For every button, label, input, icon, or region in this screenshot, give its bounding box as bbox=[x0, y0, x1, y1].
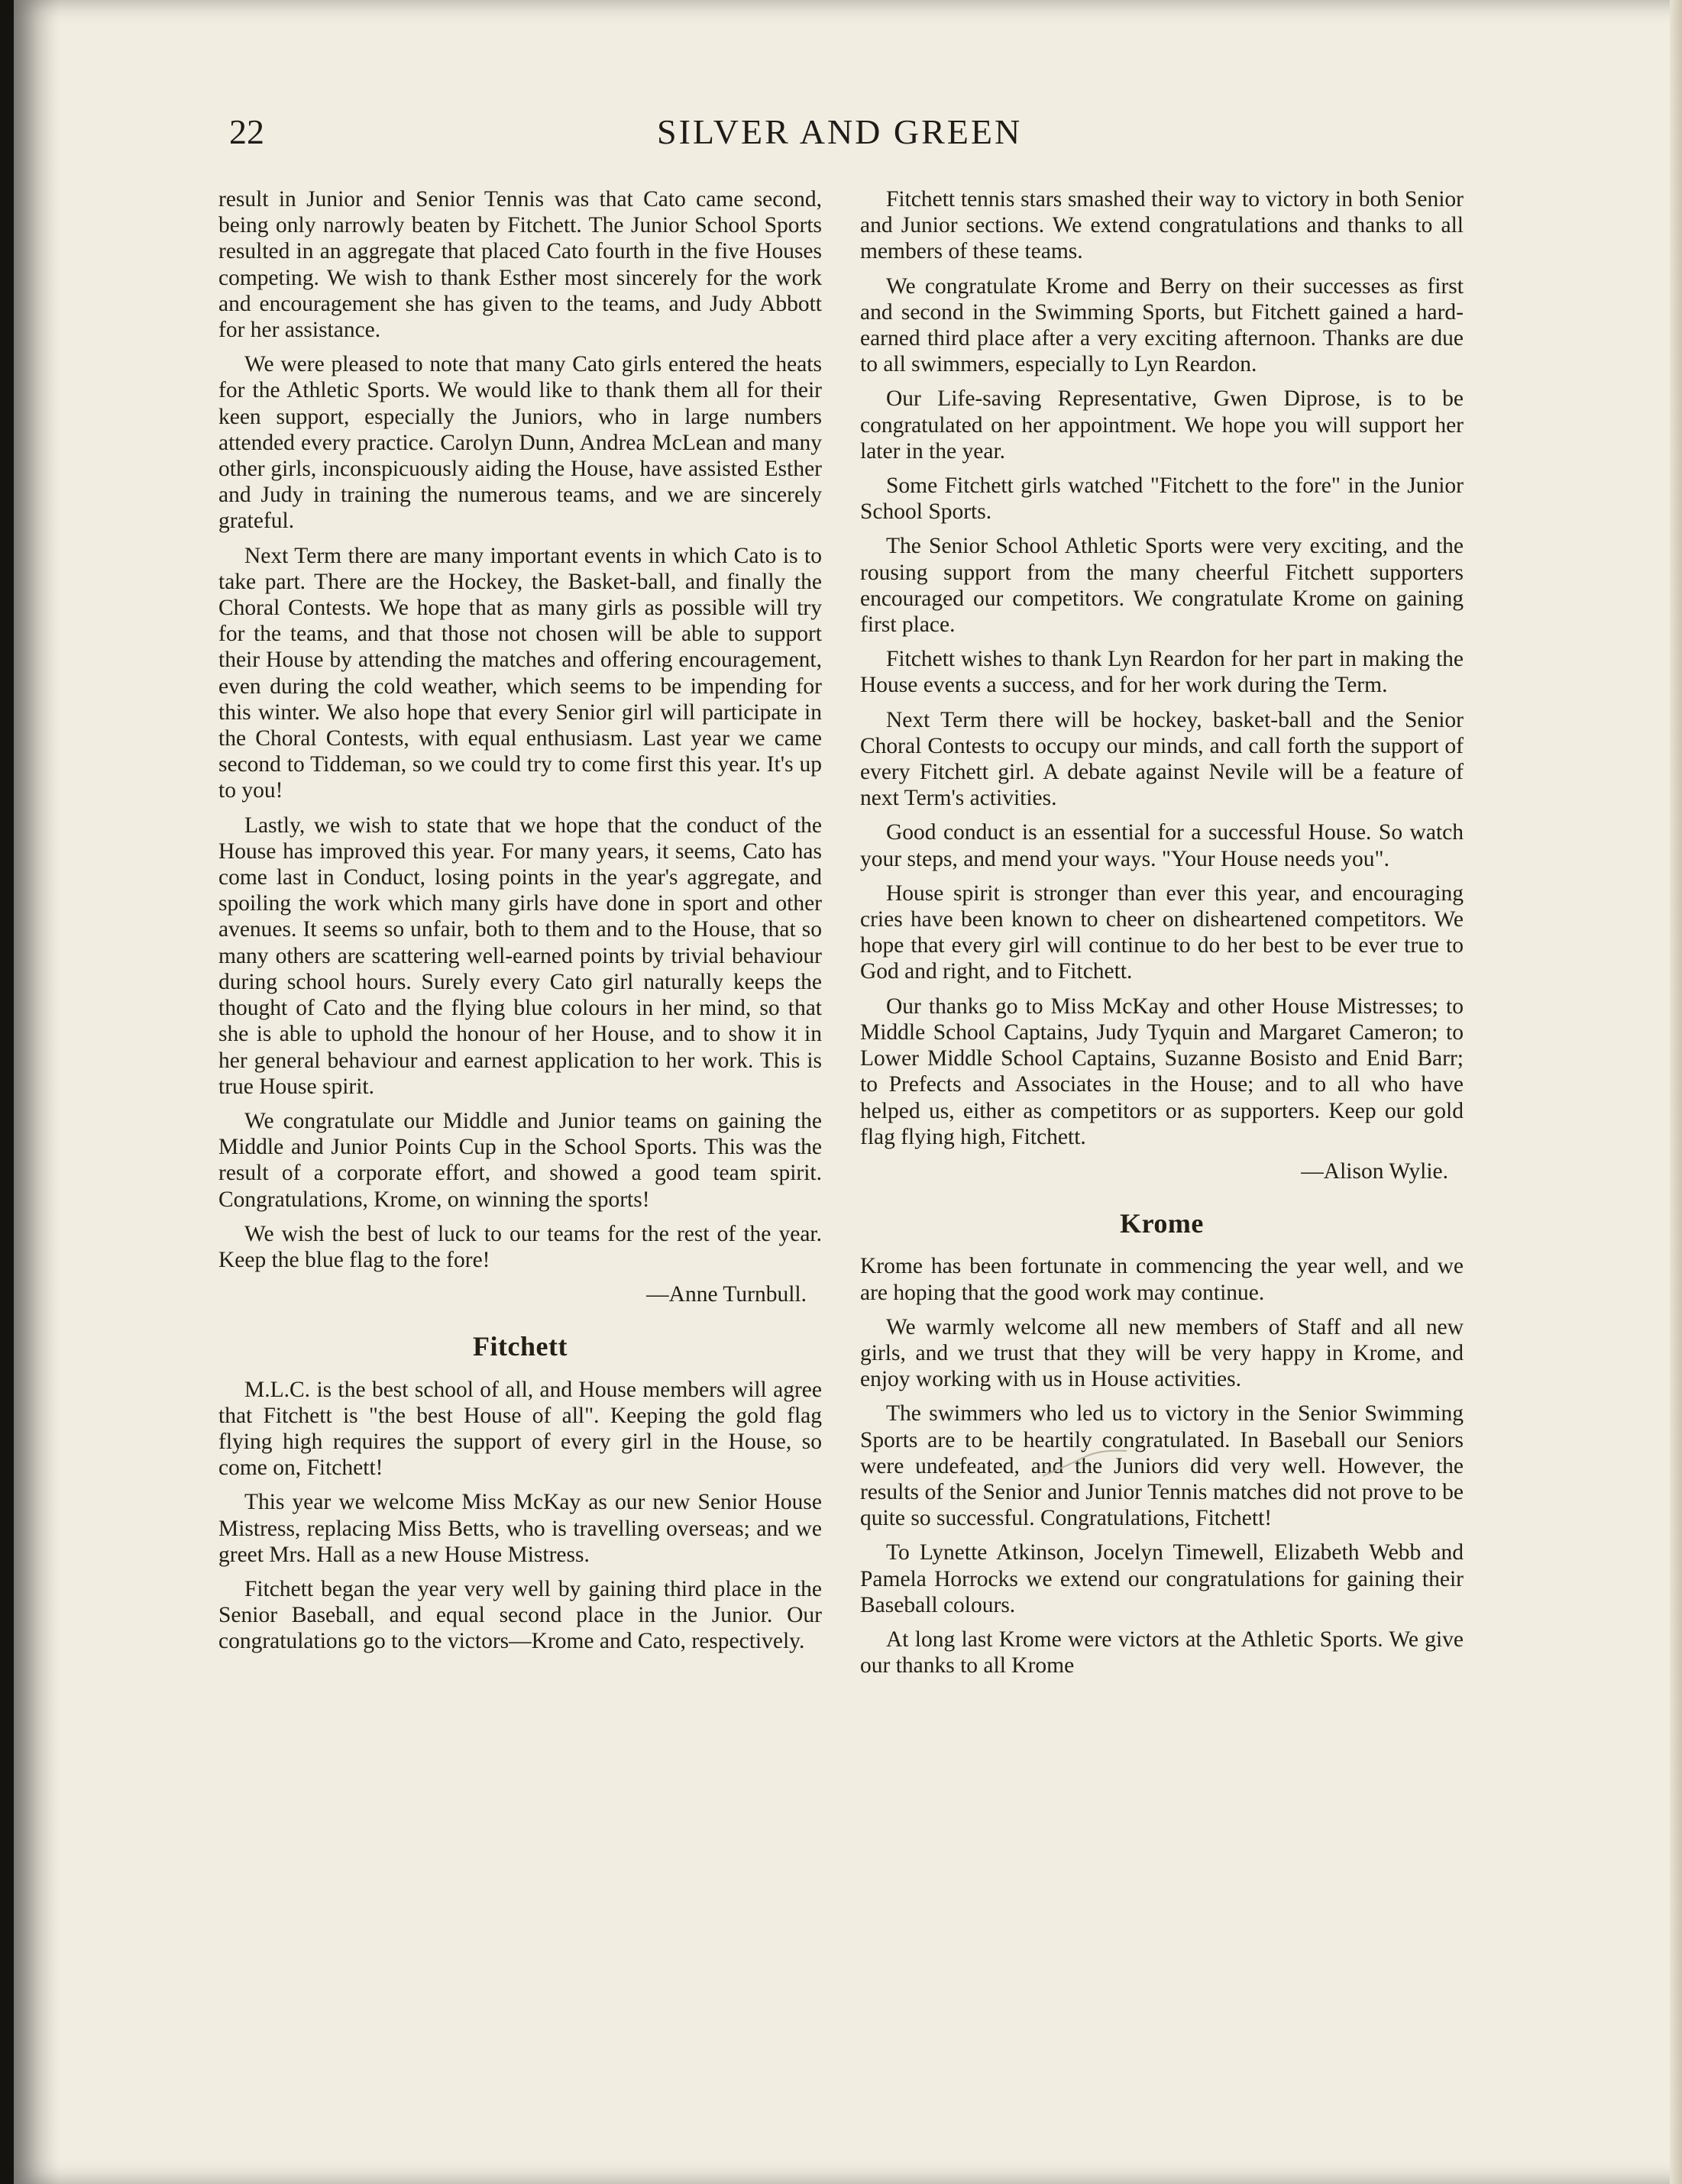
fitchett-paragraph: Fitchett tennis stars smashed their way to victory in both Senior and Junior sections. We extend congratulations and thanks to all members of these teams. bbox=[860, 187, 1464, 264]
fitchett-paragraph: Fitchett began the year very well by gaining third place in the Senior Baseball, and equal second place in the Junior. Our congratulations go to the victors—Krome and Cato, respectively. bbox=[218, 1576, 822, 1654]
fitchett-paragraph: House spirit is stronger than ever this year, and encouraging cries have been known to cheer on disheartened competitors. We hope that every girl will continue to do her best to be ever true to God and right, and to Fitchett. bbox=[860, 880, 1464, 984]
fitchett-paragraph: Some Fitchett girls watched "Fitchett to the fore" in the Junior School Sports. bbox=[860, 473, 1464, 525]
fitchett-paragraph: Fitchett wishes to thank Lyn Reardon for her part in making the House events a success, and for her work during the Term. bbox=[860, 647, 1464, 698]
krome-paragraph: We warmly welcome all new members of Staff and all new girls, and we trust that they will be very happy in Krome, and enjoy working with us in House activities. bbox=[860, 1314, 1464, 1392]
krome-heading: Krome bbox=[1120, 1208, 1204, 1239]
left-column bbox=[218, 186, 822, 1663]
fitchett-paragraph: We congratulate Krome and Berry on their successes as first and second in the Swimming Sports, but Fitchett gained a hard-earned third place after a very exciting afternoon. Thanks are due to all swimmers, especially to Lyn Reardon. bbox=[860, 273, 1464, 377]
fitchett-paragraph: Next Term there will be hockey, basket-ball and the Senior Choral Contests to occupy our minds, and call forth the support of every Fitchett girl. A debate against Nevile will be a feature of next Term's activities. bbox=[860, 707, 1464, 811]
cato-paragraph: Next Term there are many important events in which Cato is to take part. There are the Hockey, the Basket-ball, and finally the Choral Contests. We hope that as many girls as possible will try for the teams, and that those not chosen will be able to support their House by attending the matches and offering encouragement, even during the cold weather, which seems to be impending for this winter. We also hope that every Senior girl will participate in the Choral Contests, with equal enthusiasm. Last year we came second to Tiddeman, so we could try to come first this year. It's up to you! bbox=[218, 543, 822, 803]
krome-paragraph: At long last Krome were victors at the Athletic Sports. We give our thanks to all Krome bbox=[860, 1627, 1464, 1678]
right-column bbox=[860, 186, 1464, 1687]
fitchett-paragraph: Good conduct is an essential for a successful House. So watch your steps, and mend your ways. "Your House needs you". bbox=[860, 820, 1464, 871]
fitchett-paragraph: Our Life-saving Representative, Gwen Diprose, is to be congratulated on her appointment. We hope you will support her later in the year. bbox=[860, 386, 1464, 464]
cato-paragraph: We were pleased to note that many Cato girls entered the heats for the Athletic Sports. We would like to thank them all for their keen support, especially the Juniors, who in large numbers attended every practice. Carolyn Dunn, Andrea McLean and many other girls, inconspicuously aiding the House, have assisted Esther and Judy in training the numerous teams, and we are sincerely grateful. bbox=[218, 352, 822, 534]
fitchett-heading: Fitchett bbox=[473, 1331, 568, 1362]
krome-paragraph: The swimmers who led us to victory in the Senior Swimming Sports are to be heartily congratulated. In Baseball our Seniors were undefeated, and the Juniors did very well. However, the results of the Senior and Junior Tennis matches did not prove to be quite so successful. Congratulations, Fitchett! bbox=[860, 1401, 1464, 1531]
fitchett-paragraph: This year we welcome Miss McKay as our new Senior House Mistress, replacing Miss Betts, who is travelling overseas; and we greet Mrs. Hall as a new House Mistress. bbox=[218, 1490, 822, 1567]
page-header bbox=[229, 107, 1604, 168]
krome-paragraph: Krome has been fortunate in commencing the year well, and we are hoping that the good work may continue. bbox=[860, 1254, 1464, 1305]
krome-paragraph: To Lynette Atkinson, Jocelyn Timewell, Elizabeth Webb and Pamela Horrocks we extend our congratulations for gaining their Baseball colours. bbox=[860, 1540, 1464, 1617]
fitchett-paragraph: Our thanks go to Miss McKay and other House Mistresses; to Middle School Captains, Judy Tyquin and Margaret Cameron; to Lower Middle School Captains, Suzanne Bosisto and Enid Barr; to Prefects and Associates in the House; and to all who have helped us, either as competitors or as supporters. Keep our gold flag flying high, Fitchett. bbox=[860, 993, 1464, 1149]
fitchett-paragraph: M.L.C. is the best school of all, and House members will agree that Fitchett is "the best House of all". Keeping the gold flag flying high requires the support of every girl in the House, so come on, Fitchett! bbox=[218, 1377, 822, 1481]
cato-paragraph: We wish the best of luck to our teams for the rest of the year. Keep the blue flag to the fore! bbox=[218, 1221, 822, 1272]
fitchett-paragraph: The Senior School Athletic Sports were very exciting, and the rousing support from the many cheerful Fitchett supporters encouraged our competitors. We congratulate Krome on gaining first place. bbox=[860, 534, 1464, 638]
cato-paragraph: We congratulate our Middle and Junior teams on gaining the Middle and Junior Points Cup in the School Sports. This was the result of a corporate effort, and showed a good team spirit. Congratulations, Krome, on winning the sports! bbox=[218, 1108, 822, 1212]
cato-paragraph: Lastly, we wish to state that we hope that the conduct of the House has improved this year. For many years, it seems, Cato has come last in Conduct, losing points in the year's aggregate, and spoiling the work which many girls have done in sport and other avenues. It seems so unfair, both to them and to the House, that so many others are scattering well-earned points by trivial behaviour during school hours. Surely every Cato girl naturally keeps the thought of Cato and the flying blue colours in her mind, so that she is able to uphold the honour of her House, and to show it in her general behaviour and earnest application to her work. This is true House spirit. bbox=[218, 813, 822, 1099]
page-edge bbox=[1670, 0, 1682, 2184]
cato-signature: —Anne Turnbull. bbox=[646, 1282, 807, 1307]
running-title: SILVER AND GREEN bbox=[657, 112, 1023, 151]
decorative-flourish bbox=[1039, 1449, 1130, 1480]
page-number: 22 bbox=[229, 112, 264, 151]
fitchett-signature: —Alison Wylie. bbox=[1301, 1158, 1448, 1184]
cato-paragraph: result in Junior and Senior Tennis was that Cato came second, being only narrowly beaten by Fitchett. The Junior School Sports resulted in an aggregate that placed Cato fourth in the five Houses competing. We wish to thank Esther most sincerely for the work and encouragement she has given to the teams, and Judy Abbott for her assistance. bbox=[218, 187, 822, 343]
